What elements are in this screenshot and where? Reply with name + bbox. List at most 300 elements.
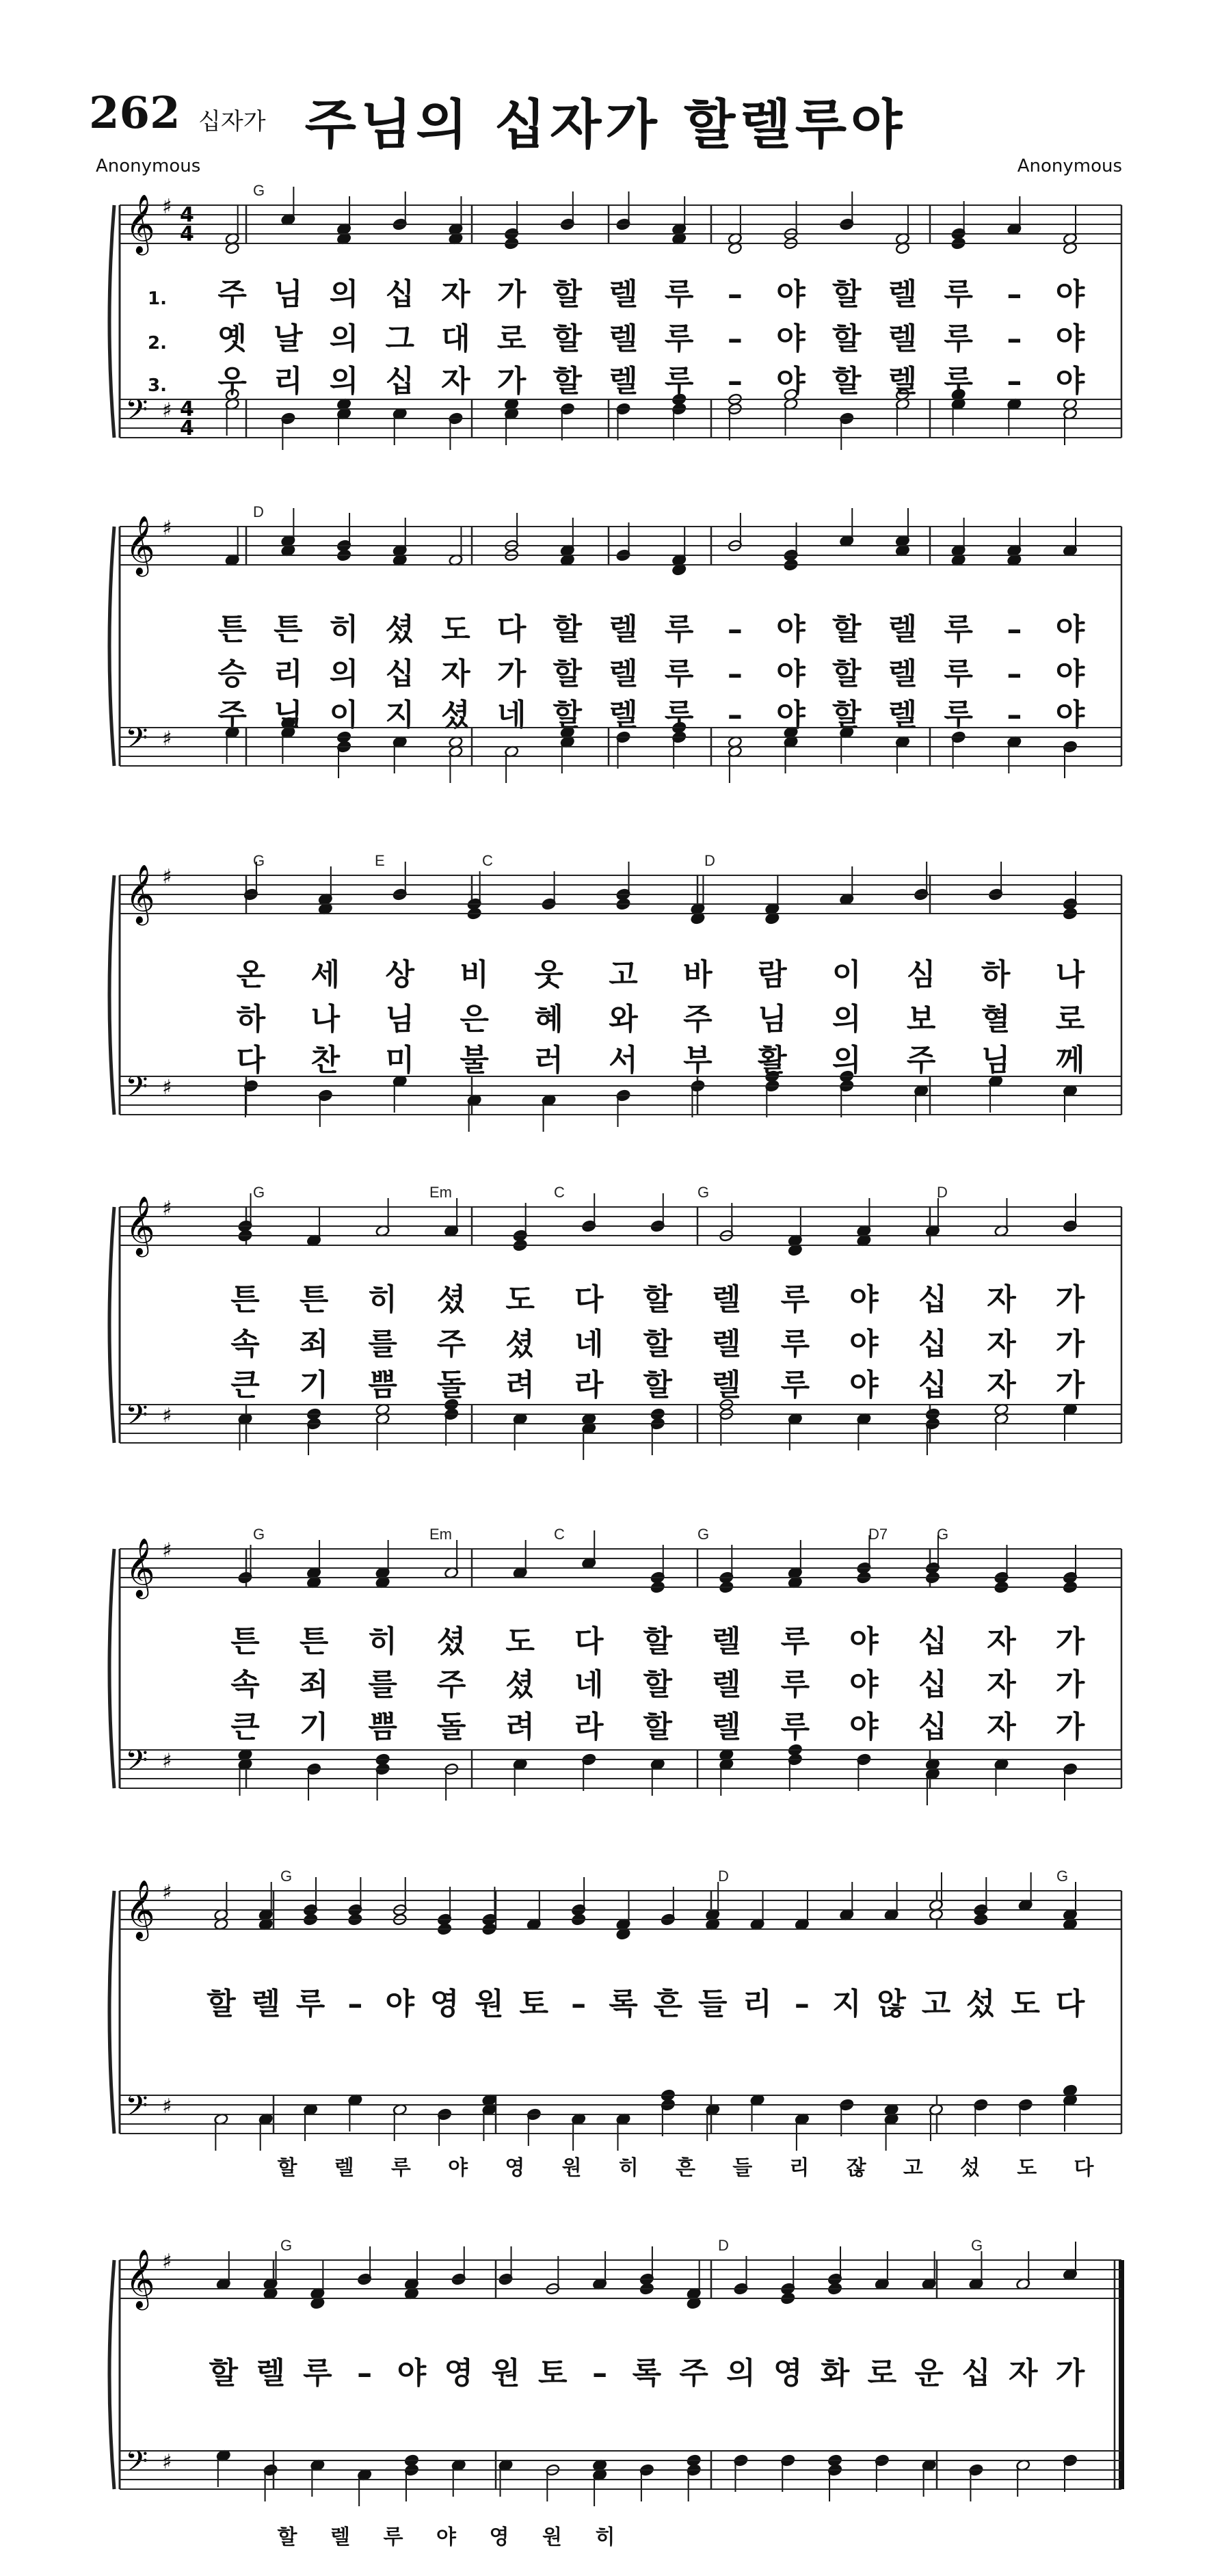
bass-lyric-syllable: 리 (789, 2156, 810, 2180)
lyric-syllable: 루 (780, 1710, 810, 1744)
treble-clef-icon: 𝄞 (125, 2249, 155, 2308)
lyric-syllable: 루 (944, 612, 973, 647)
lyric-syllable: 님 (274, 698, 303, 732)
chord-symbol: D (253, 503, 264, 520)
lyric-syllable: 렐 (888, 656, 918, 691)
system-brace (109, 875, 114, 1115)
lyric-syllable: – (727, 321, 743, 356)
lyric-syllable: 자 (441, 277, 470, 312)
lyric-syllable: 루 (944, 698, 973, 732)
lyric-syllable: 큰 (230, 1710, 260, 1744)
lyric-syllable: 야 (776, 612, 806, 647)
lyric-syllable: 가 (1055, 1710, 1085, 1744)
lyric-syllable: 주 (217, 698, 247, 732)
chord-symbol: G (253, 1184, 265, 1201)
lyric-syllable: 운 (914, 2356, 944, 2391)
lyric-syllable: 루 (664, 364, 694, 399)
lyric-syllable: 지 (831, 1987, 862, 2021)
lyric-syllable: 혈 (981, 1002, 1011, 1037)
lyric-syllable: 나 (1055, 957, 1085, 992)
lyric-syllable: 가 (1055, 1327, 1085, 1362)
key-sharp-icon: ♯ (162, 399, 172, 423)
lyric-syllable: 루 (303, 2356, 332, 2391)
lyric-syllable: 야 (776, 277, 806, 312)
hymn-category: 십자가 (198, 108, 266, 135)
time-signature: 4 (180, 222, 194, 246)
bass-lyric-syllable: 영 (489, 2525, 509, 2549)
lyric-syllable: 님 (758, 1002, 787, 1037)
lyric-syllable: 록 (632, 2356, 662, 2391)
lyric-syllable: 심 (906, 957, 936, 992)
hymn-number: 262 (89, 88, 181, 139)
lyric-syllable: 자 (987, 1282, 1016, 1317)
key-sharp-icon: ♯ (162, 727, 172, 751)
lyric-syllable: 섰 (966, 1987, 996, 2021)
lyric-syllable: 할 (831, 656, 862, 691)
lyric-syllable: 지 (385, 698, 415, 732)
lyric-syllable: 야 (849, 1710, 879, 1744)
lyric-syllable: 주 (436, 1667, 466, 1702)
lyric-syllable: 고 (609, 957, 638, 992)
bass-lyric-syllable: 렐 (334, 2156, 354, 2180)
bass-clef-icon: 𝄢 (125, 393, 148, 434)
lyric-syllable: 이 (831, 957, 862, 992)
lyric-syllable: 셨 (441, 698, 470, 732)
lyric-syllable: 속 (230, 1327, 260, 1362)
lyric-syllable: 할 (553, 277, 583, 312)
lyric-syllable: 다 (1055, 1987, 1085, 2021)
chord-symbol: G (280, 1868, 293, 1885)
lyric-syllable: 께 (1055, 1043, 1085, 1078)
lyric-syllable: 비 (460, 957, 489, 992)
key-sharp-icon: ♯ (162, 1749, 172, 1773)
treble-staff (120, 1549, 1121, 1587)
chord-symbol: E (375, 852, 385, 869)
lyric-syllable: 야 (1055, 277, 1085, 312)
lyric-syllable: 렐 (712, 1368, 741, 1403)
lyric-syllable: 영 (773, 2356, 803, 2391)
lyric-line (230, 1327, 1085, 1362)
bass-lyric-syllable: 들 (732, 2156, 753, 2180)
bass-lyric-syllable: 원 (542, 2525, 562, 2549)
key-sharp-icon: ♯ (162, 2095, 172, 2119)
lyric-syllable: 가 (496, 277, 527, 312)
chord-symbol: D (704, 852, 715, 869)
lyric-syllable: 라 (574, 1368, 604, 1403)
bass-lyric-syllable: 히 (595, 2525, 615, 2549)
lyric-line (217, 612, 1085, 647)
lyric-line (217, 656, 1085, 691)
lyric-syllable: 와 (609, 1002, 638, 1037)
lyric-syllable: 하 (236, 1002, 266, 1037)
lyric-syllable: 은 (460, 1002, 489, 1037)
lyric-syllable: 할 (831, 612, 862, 647)
lyric-syllable: 리 (274, 656, 303, 691)
lyric-syllable: 대 (441, 321, 470, 356)
lyric-syllable: 리 (274, 364, 303, 399)
lyric-syllable: 튼 (217, 612, 247, 647)
lyric-syllable: 루 (664, 277, 694, 312)
lyric-syllable: 려 (505, 1368, 535, 1403)
lyric-syllable: 튼 (274, 612, 303, 647)
lyric-syllable: 님 (274, 277, 303, 312)
treble-clef-icon: 𝄞 (125, 1196, 155, 1255)
lyric-syllable: 렐 (888, 364, 918, 399)
lyric-syllable: 십 (961, 2356, 991, 2391)
lyric-syllable: 님 (385, 1002, 415, 1037)
system-brace (109, 205, 114, 438)
lyric-syllable: 야 (776, 364, 806, 399)
lyric-line (148, 364, 1086, 399)
lyric-line (148, 321, 1086, 356)
chord-symbol: C (554, 1184, 565, 1201)
key-sharp-icon: ♯ (162, 195, 172, 219)
key-sharp-icon: ♯ (162, 2450, 172, 2474)
lyric-syllable: 의 (726, 2356, 756, 2391)
chord-symbol: G (697, 1184, 710, 1201)
lyric-line (230, 1710, 1085, 1744)
lyric-syllable: 가 (496, 364, 527, 399)
lyric-syllable: 루 (780, 1624, 810, 1659)
lyric-syllable: 네 (574, 1667, 604, 1702)
lyric-syllable: 쁨 (368, 1710, 397, 1744)
bass-lyric-syllable: 고 (903, 2156, 923, 2180)
chord-symbol: G (697, 1526, 710, 1543)
lyric-syllable: 할 (207, 1987, 236, 2021)
bass-staff (120, 2095, 1121, 2134)
bass-lyric-syllable: 섰 (960, 2156, 981, 2180)
lyric-line (237, 1043, 1085, 1078)
lyric-syllable: 튼 (299, 1282, 329, 1317)
lyric-syllable: 활 (758, 1043, 787, 1078)
lyric-syllable: 님 (981, 1043, 1011, 1078)
lyric-syllable: 가 (496, 656, 527, 691)
lyric-syllable: 야 (849, 1667, 879, 1702)
lyric-syllable: 자 (441, 364, 470, 399)
lyric-syllable: 도 (441, 612, 470, 647)
lyric-syllable: 야 (849, 1624, 879, 1659)
lyric-syllable: 가 (1055, 1624, 1085, 1659)
music-system (109, 182, 1121, 450)
lyric-syllable: 날 (274, 321, 303, 356)
system-brace (109, 1207, 114, 1443)
verse-number: 3. (148, 375, 167, 396)
lyric-syllable: 의 (329, 277, 359, 312)
lyric-syllable: 렐 (888, 277, 918, 312)
lyric-syllable: 죄 (299, 1667, 329, 1702)
verse-number: 1. (148, 289, 167, 309)
treble-staff (120, 1207, 1121, 1245)
lyric-syllable: 렐 (256, 2356, 285, 2391)
lyric-syllable: 웃 (534, 957, 563, 992)
lyric-syllable: 도 (505, 1282, 535, 1317)
lyric-syllable: 주 (683, 1002, 713, 1037)
chord-symbol: D (718, 1868, 729, 1885)
key-sharp-icon: ♯ (162, 1881, 172, 1904)
lyric-line (237, 957, 1086, 992)
lyric-syllable: 큰 (230, 1368, 260, 1403)
lyric-syllable: 다 (574, 1282, 604, 1317)
lyric-syllable: 자 (987, 1710, 1016, 1744)
lyric-syllable: 그 (385, 321, 415, 356)
lyric-syllable: 야 (849, 1327, 879, 1362)
chord-symbol: D (718, 2237, 729, 2254)
lyric-syllable: 할 (643, 1624, 673, 1659)
lyric-syllable: 셨 (436, 1282, 466, 1317)
lyric-syllable: 록 (609, 1987, 638, 2021)
treble-clef-icon: 𝄞 (125, 1880, 155, 1939)
lyric-line (230, 1624, 1085, 1659)
lyric-syllable: 주 (906, 1043, 936, 1078)
lyric-syllable: 나 (310, 1002, 341, 1037)
key-sharp-icon: ♯ (162, 1404, 172, 1428)
key-sharp-icon: ♯ (162, 1076, 172, 1100)
lyric-syllable: – (357, 2356, 373, 2391)
lyric-syllable: 기 (299, 1368, 329, 1403)
bass-lyric-line (278, 2525, 615, 2549)
lyric-syllable: 불 (460, 1043, 489, 1078)
hymn-title: 주님의 십자가 할렐루야 (304, 94, 907, 156)
lyric-syllable: 할 (643, 1368, 673, 1403)
lyric-syllable: – (1007, 612, 1022, 647)
lyric-syllable: 렐 (712, 1327, 741, 1362)
lyric-syllable: 들 (697, 1987, 728, 2021)
lyric-syllable: 주 (217, 277, 247, 312)
lyric-syllable: 할 (643, 1327, 673, 1362)
bass-lyric-syllable: 할 (277, 2156, 297, 2180)
key-sharp-icon: ♯ (162, 865, 172, 889)
lyric-syllable: 루 (664, 656, 694, 691)
chord-symbol: G (971, 2237, 983, 2254)
bass-lyric-syllable: 루 (390, 2156, 411, 2180)
lyric-syllable: 렐 (609, 277, 638, 312)
lyric-syllable: 할 (553, 364, 583, 399)
treble-clef-icon: 𝄞 (125, 864, 155, 923)
lyric-syllable: 렐 (712, 1624, 741, 1659)
lyric-syllable: 할 (831, 698, 862, 732)
bass-lyric-syllable: 히 (618, 2156, 639, 2180)
chord-symbol: Em (429, 1526, 452, 1543)
lyric-syllable: 의 (831, 1043, 862, 1078)
lyric-syllable: 돌 (436, 1710, 466, 1744)
lyric-syllable: 다 (574, 1624, 604, 1659)
lyric-syllable: 세 (310, 957, 341, 992)
lyric-syllable: 도 (1011, 1987, 1040, 2021)
lyric-line (148, 277, 1086, 312)
lyric-syllable: 렐 (609, 612, 638, 647)
lyric-syllable: 루 (944, 277, 973, 312)
lyric-syllable: 이 (329, 698, 359, 732)
lyric-syllable: 루 (780, 1368, 810, 1403)
lyric-syllable: 원 (475, 1987, 504, 2021)
lyric-syllable: 렐 (888, 698, 918, 732)
lyric-syllable: 루 (944, 656, 973, 691)
lyric-syllable: 가 (1055, 1667, 1085, 1702)
lyric-syllable: 를 (368, 1327, 397, 1362)
lyric-syllable: 루 (664, 321, 694, 356)
lyric-syllable: 튼 (230, 1624, 260, 1659)
key-sharp-icon: ♯ (162, 1539, 172, 1563)
lyric-syllable: 루 (780, 1282, 810, 1317)
lyric-syllable: 히 (329, 612, 359, 647)
lyric-syllable: 하 (981, 957, 1011, 992)
lyric-syllable: 온 (236, 957, 266, 992)
lyric-syllable: 루 (944, 364, 973, 399)
lyric-syllable: 야 (849, 1368, 879, 1403)
lyric-syllable: 네 (574, 1327, 604, 1362)
lyric-syllable: 십 (918, 1624, 948, 1659)
lyric-syllable: 십 (385, 364, 415, 399)
lyric-syllable: 의 (329, 321, 359, 356)
verse-number: 2. (148, 333, 167, 354)
lyric-syllable: 의 (329, 364, 359, 399)
lyric-syllable: 십 (918, 1327, 948, 1362)
lyric-syllable: 렐 (888, 321, 918, 356)
bass-staff (120, 1405, 1121, 1443)
chord-symbol: G (253, 1526, 265, 1543)
lyric-syllable: 화 (820, 2356, 850, 2391)
time-signature: 4 (180, 203, 194, 227)
lyric-syllable: 할 (553, 656, 583, 691)
lyricist-credit: Anonymous (96, 156, 201, 176)
lyric-syllable: 할 (553, 612, 583, 647)
lyric-line (236, 1002, 1085, 1037)
treble-staff (120, 205, 1121, 243)
lyric-line (230, 1667, 1085, 1702)
lyric-syllable: 할 (643, 1667, 673, 1702)
lyric-syllable: 튼 (230, 1282, 260, 1317)
lyric-syllable: 십 (918, 1710, 948, 1744)
lyric-syllable: 자 (441, 656, 470, 691)
lyric-line (206, 1987, 1086, 2021)
lyric-syllable: 자 (987, 1624, 1016, 1659)
lyric-syllable: 의 (831, 1002, 862, 1037)
lyric-syllable: 죄 (299, 1327, 329, 1362)
lyric-syllable: 를 (368, 1667, 397, 1702)
system-brace (109, 2260, 114, 2489)
bass-lyric-syllable: 흔 (676, 2156, 695, 2180)
lyric-syllable: 십 (918, 1368, 948, 1403)
lyric-syllable: – (727, 364, 743, 399)
chord-symbol: Em (429, 1184, 452, 1201)
lyric-syllable: 야 (1055, 321, 1085, 356)
lyric-syllable: 렐 (712, 1282, 741, 1317)
lyric-syllable: – (727, 612, 743, 647)
bass-clef-icon: 𝄢 (125, 2089, 148, 2130)
lyric-syllable: 로 (1055, 1002, 1085, 1037)
lyric-syllable: 주 (679, 2356, 708, 2391)
lyric-syllable: 로 (867, 2356, 897, 2391)
lyric-syllable: 러 (534, 1043, 563, 1078)
lyric-syllable: 바 (683, 957, 713, 992)
lyric-syllable: 야 (1055, 698, 1085, 732)
lyric-syllable: 람 (758, 957, 787, 992)
lyric-syllable: – (1007, 321, 1022, 356)
lyric-syllable: 네 (496, 698, 527, 732)
lyric-syllable: 자 (987, 1667, 1016, 1702)
lyric-syllable: 려 (505, 1710, 535, 1744)
lyric-syllable: 서 (609, 1043, 638, 1078)
lyric-syllable: 토 (519, 1987, 549, 2021)
lyric-syllable: 튼 (299, 1624, 329, 1659)
lyric-syllable: 렐 (609, 364, 638, 399)
lyric-syllable: 히 (368, 1282, 397, 1317)
chord-symbol: C (554, 1526, 565, 1543)
lyric-syllable: – (1007, 277, 1022, 312)
lyric-syllable: 야 (776, 698, 806, 732)
treble-clef-icon: 𝄞 (125, 516, 155, 574)
lyric-syllable: 할 (831, 364, 862, 399)
lyric-syllable: 승 (217, 656, 247, 691)
bass-lyric-syllable: 도 (1017, 2156, 1037, 2180)
bass-clef-icon: 𝄢 (125, 721, 148, 762)
lyric-syllable: 렐 (251, 1987, 280, 2021)
lyric-syllable: 영 (444, 2356, 473, 2391)
bass-lyric-syllable: 야 (436, 2525, 456, 2549)
lyric-syllable: 루 (780, 1327, 810, 1362)
chord-symbol: D (937, 1184, 948, 1201)
bass-lyric-syllable: 렐 (330, 2525, 350, 2549)
lyric-syllable: 야 (397, 2356, 427, 2391)
chord-symbol: G (280, 2237, 293, 2254)
lyric-syllable: 야 (776, 321, 806, 356)
lyric-syllable: 가 (1055, 1282, 1085, 1317)
music-system (109, 2237, 1121, 2549)
lyric-syllable: 야 (1055, 656, 1085, 691)
lyric-syllable: 야 (1055, 364, 1085, 399)
lyric-syllable: 다 (496, 612, 527, 647)
bass-staff (120, 1750, 1121, 1788)
lyric-syllable: 다 (236, 1043, 266, 1078)
system-brace (109, 1891, 114, 2134)
lyric-syllable: 자 (987, 1327, 1016, 1362)
lyric-syllable: 의 (329, 656, 359, 691)
lyric-syllable: – (727, 698, 743, 732)
lyric-line (209, 2356, 1086, 2391)
bass-lyric-syllable: 할 (277, 2525, 297, 2549)
lyric-syllable: 혜 (534, 1002, 563, 1037)
lyric-syllable: 야 (385, 1987, 415, 2021)
lyric-syllable: 리 (743, 1987, 772, 2021)
lyric-syllable: 미 (385, 1043, 415, 1078)
bass-clef-icon: 𝄢 (125, 1398, 148, 1439)
lyric-syllable: 자 (987, 1368, 1016, 1403)
key-sharp-icon: ♯ (162, 2250, 172, 2274)
lyric-syllable: 할 (831, 277, 862, 312)
lyric-syllable: 할 (553, 698, 583, 732)
lyric-syllable: – (727, 277, 743, 312)
lyric-syllable: 부 (683, 1043, 713, 1078)
lyric-syllable: 렐 (712, 1710, 741, 1744)
treble-clef-icon: 𝄞 (125, 1538, 155, 1597)
chord-symbol: G (1056, 1868, 1069, 1885)
lyric-syllable: – (727, 656, 743, 691)
lyric-syllable: 셨 (436, 1624, 466, 1659)
lyric-syllable: 야 (1055, 612, 1085, 647)
lyric-syllable: 셨 (505, 1667, 535, 1702)
lyric-syllable: 옛 (217, 321, 247, 356)
lyric-syllable: 찬 (310, 1043, 341, 1078)
lyric-syllable: 우 (217, 364, 247, 399)
lyric-syllable: 도 (505, 1624, 535, 1659)
bass-clef-icon: 𝄢 (125, 1070, 148, 1111)
chord-symbol: G (253, 852, 265, 869)
lyric-syllable: 루 (944, 321, 973, 356)
lyric-syllable: 기 (299, 1710, 329, 1744)
lyric-syllable: 히 (368, 1624, 397, 1659)
lyric-syllable: 십 (918, 1282, 948, 1317)
bass-lyric-syllable: 루 (383, 2525, 403, 2549)
